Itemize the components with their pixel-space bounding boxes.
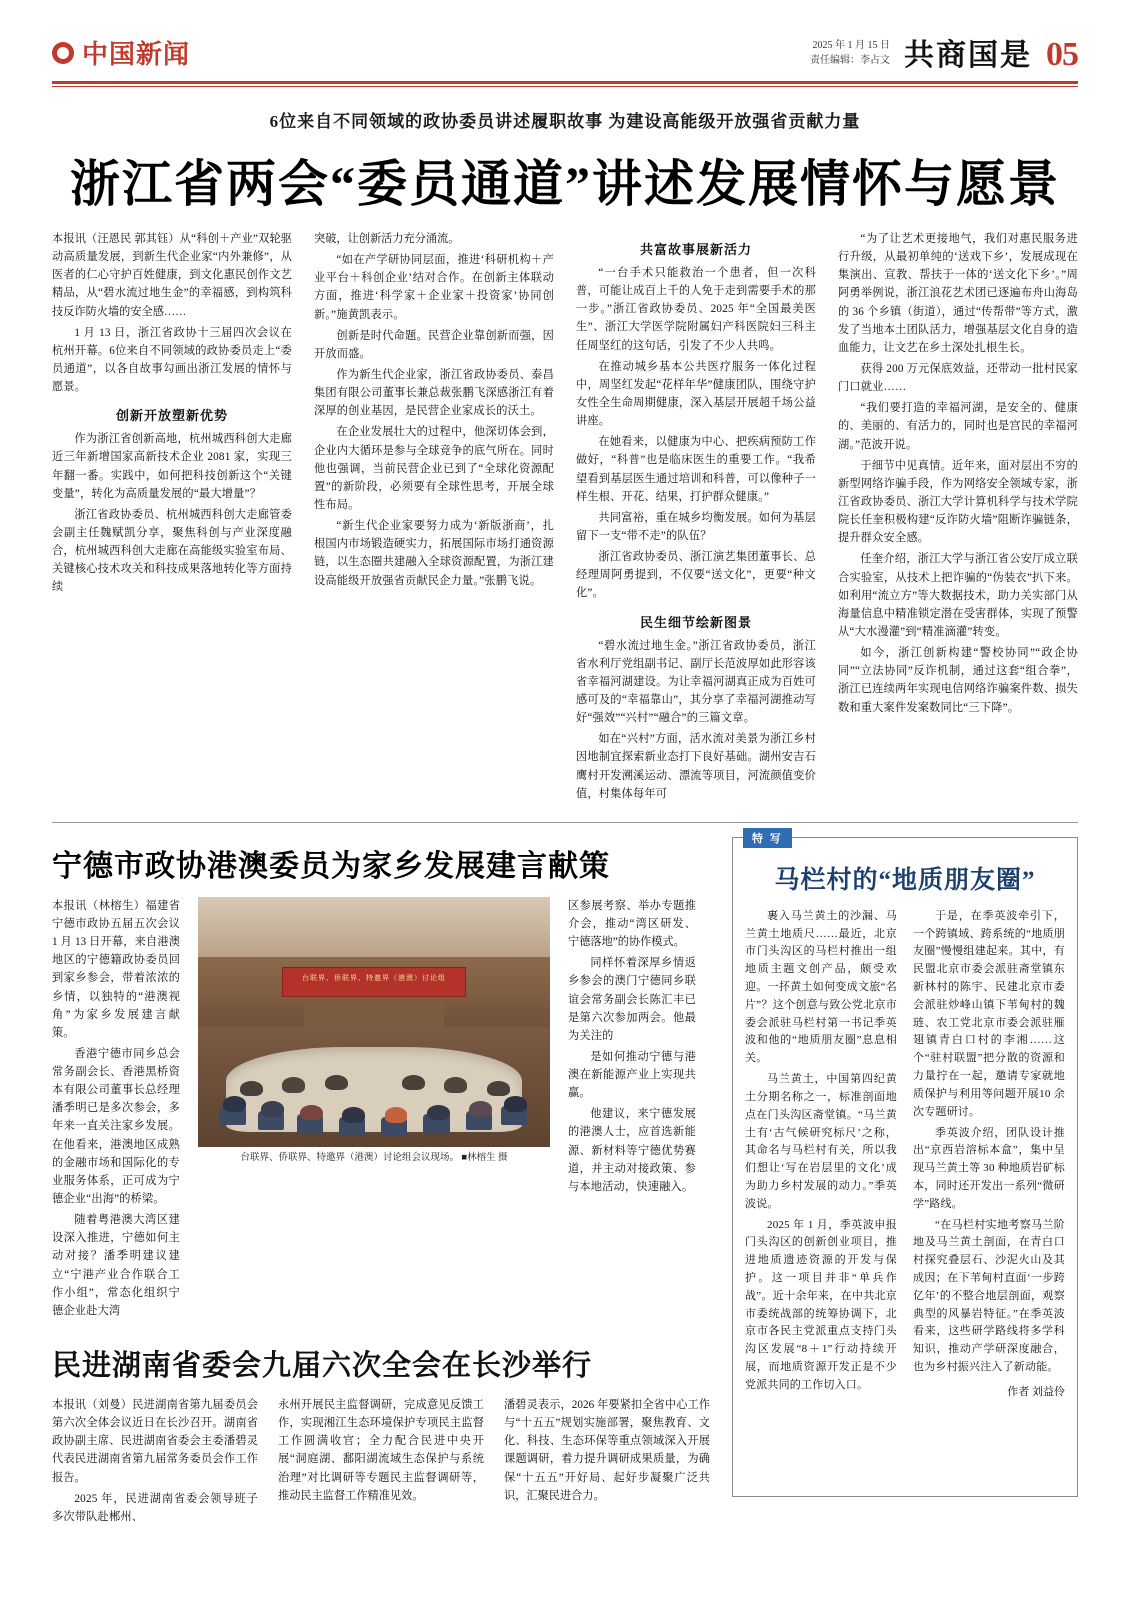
paragraph: 在她看来，以健康为中心、把疾病预防工作做好，“科普”也是临床医生的重要工作。“我希望看到基层医生通过培训和科普，可以像种子一样生根、开花、结果，打护群众健康。”: [576, 436, 816, 503]
paragraph: 浙江省政协委员、浙江演艺集团董事长、总经理周阿勇提到，不仅要“送文化”，更要“种文化”。: [576, 551, 816, 600]
lead-col-3: [576, 230, 816, 806]
feature-tag: 特 写: [743, 828, 792, 848]
story-ningde: [52, 837, 712, 1529]
paragraph: 浙江省政协委员、杭州城西科创大走廊管委会副主任魏赋凯分享，聚焦科创与产业深度融合，杭州城西科创大走廊在高能级实验室布局、关键核心技术攻关和科技成果落地转化等方面持续: [52, 508, 292, 594]
story-ningde-title: 宁德市政协港澳委员为家乡发展建言献策: [52, 849, 610, 883]
paragraph: 裹入马兰黄土的沙漏、马兰黄土地质尺……最近，北京市门头沟区的马栏村推出一组地质主题文创产品，颇受欢迎。一抔黄土如何变成文旅“名片”？这个创意与致公党北京市委会派驻马栏村第一书记季英波和他的“地质朋友圈”息息相关。: [745, 909, 897, 1065]
masthead-rule-thin: [52, 86, 1078, 87]
story-ningde-body: [52, 897, 712, 1323]
paragraph: 香港宁德市同乡总会常务副会长、香港黑桥资本有限公司董事长总经理潘季明已是多次参会，多年来一直关注家乡发展。在他看来，港澳地区成熟的金融市场和国际化的专业服务体系，正可成为宁德企业“出海”的桥梁。: [52, 1047, 180, 1206]
secondary-stories-row: [52, 832, 1078, 1529]
masthead-rule: [52, 81, 1078, 84]
paragraph: 突破，让创新活力充分涌流。: [314, 233, 460, 245]
lead-col-4: [838, 230, 1078, 806]
lead-col-2: [314, 230, 554, 806]
paragraph: 创新是时代命题。民营企业靠创新而强，因开放而盛。: [314, 329, 554, 360]
paragraph: 如今，浙江创新构建“警校协同”“政企协同”“立法协同”反诈机制，通过这套“组合拳”，浙江已连续两年实现电信网络诈骗案件数、损失数和重大案件发案数同比“三下降”。: [838, 647, 1078, 714]
feature-box: [732, 832, 1078, 1497]
paragraph: 于是，在季英波牵引下，一个跨镇域、跨系统的“地质朋友圈”慢慢组建起来。其中，有民盟北京市委会派驻斋堂镇东新林村的陈宇、民建北京市委会派驻炒峰山镇下苇甸村的魏琏、农工党北京市委会派驻雁翅镇青白口村的李湘……这个“驻村联盟”把分散的资源和力量拧在一起，邀请专家就地质保护与利用等问题开展10 余次专题研讨。: [913, 909, 1065, 1118]
section-divider: [52, 822, 1078, 823]
story-minjin-col-2: [278, 1396, 484, 1529]
story-ningde-col-2: [568, 897, 696, 1323]
logo-icon: [52, 42, 74, 64]
paragraph: 在企业发展壮大的过程中，他深切体会到，企业内大循环是参与全球竞争的底气所在。同时他也强调，当前民营企业已到了“全球化资源配置”的新阶段，必须要有全球性思考，开展全球性布局。: [314, 426, 554, 511]
paragraph: 是如何推动宁德与港澳在新能源产业上实现共赢。: [568, 1050, 696, 1100]
story-minjin: [52, 1343, 712, 1529]
paragraph: “如在产学研协同层面，推进‘科研机构＋产业平台＋科创企业’结对合作。在创新主体联动方面，推进‘科学家＋企业家＋投资家’协同创新。”施黄凯表示。: [314, 254, 554, 321]
photo-caption: 台联界、侨联界、特邀界（港澳）讨论组会议现场。 ■林榕生 摄: [240, 1152, 508, 1163]
feature-col-2: [913, 908, 1065, 1399]
paragraph: “新生代企业家要努力成为‘新版浙商’，扎根国内市场锻造硬实力，拓展国际市场打通资源链，以生态圈共建融入全球资源配置，为浙江建设高能级开放强省贡献民企力量。”张鹏飞说。: [314, 520, 554, 587]
meeting-photo: [198, 897, 550, 1147]
paragraph: 区参展考察、举办专题推介会，推动“湾区研发、宁德落地”的协作模式。: [568, 899, 696, 949]
story-minjin-col-1: [52, 1396, 258, 1529]
paragraph: “在马栏村实地考察马兰阶地及马兰黄土剖面，在青白口村探究叠层石、沙泥火山及其成因；在下苇甸村直面‘一步跨亿年’的不整合地层剖面，观察典型的风暴岩特征。”在季英波看来，这些研学路线将多学科知识，推动产学研深度融合，也为乡村振兴注入了新动能。: [913, 1218, 1065, 1374]
paragraph: 2025 年 1 月，季英波申报门头沟区的创新创业项目，推进地质遗迹资源的开发与保护。这一项目并非“单兵作战”。近十余年来，在中共北京市委统战部的统筹协调下，北京市各民主党派重点支持门头沟区发展“8＋1”行动持续开展，而地质资源开发正是不少党派共同的工作切入口。: [745, 1218, 897, 1391]
lead-headline: 浙江省两会“委员通道”讲述发展情怀与愿景: [70, 156, 1060, 212]
paragraph: 随着粤港澳大湾区建设深入推进，宁德如何主动对接？潘季明建议建立“宁港产业合作联合工作小组”，常态化组织宁德企业赴大湾: [52, 1214, 180, 1317]
paragraph: 本报讯（汪恩民 郭其钰）从“科创＋产业”双轮驱动高质量发展，到新生代企业家“内外兼修”，从医者的仁心守护百姓健康，到文化惠民创作文艺精品，从“碧水流过地生金”的幸福感，到构筑科技反诈防火墙的安全感……: [52, 233, 292, 318]
newspaper-brand: [52, 34, 190, 71]
issue-date: 2025 年 1 月 15 日: [812, 40, 890, 51]
paragraph: 1 月 13 日，浙江省政协十三届四次会议在杭州开幕。6位来自不同领域的政协委员走上“委员通道”，以各自故事勾画出浙江发展的情怀与愿景。: [52, 326, 292, 394]
paragraph: 作为浙江省创新高地，杭州城西科创大走廊近三年新增国家高新技术企业 2081 家，实现三年翻一番。实践中，如何把科技创新这个“关键变量”，转化为高质量发展的“最大增量”？: [52, 433, 292, 500]
paragraph: 本报讯（刘曼）民进湖南省第九届委员会第六次全体会议近日在长沙召开。湖南省政协副主席、民进湖南省委会主委潘碧灵代表民进湖南省第九届常务委员会作工作报告。: [52, 1399, 258, 1484]
paragraph: 作为新生代企业家，浙江省政协委员、泰昌集团有限公司董事长兼总裁张鹏飞深感浙江有着深厚的创业基因，是民营企业家成长的沃土。: [314, 368, 554, 418]
paragraph: “为了让艺术更接地气，我们对惠民服务进行升级，从最初单纯的‘送戏下乡’，发展成现在集演出、宣教、帮扶于一体的‘送文化下乡’。”周阿勇举例说，浙江浪花艺术团已逐遍布舟山海岛的 36 个乡镇（街道），通过“传帮带”等方式，激发了当地本土团队活力，增强基层文化自身的造血能力，让文艺在乡土深处扎根生长。: [838, 233, 1078, 354]
section-title: 共商国是: [904, 39, 1032, 72]
paragraph: 获得 200 万元保底效益，还带动一批村民家门口就业……: [838, 362, 1078, 394]
feature-columns: [745, 908, 1065, 1399]
paragraph: 任奎介绍，浙江大学与浙江省公安厅成立联合实验室，从技术上把诈骗的“伪装衣”扒下来。如利用“流立方”等大数据技术，助力关实部门从海量信息中精准锁定潜在受害群体，实现了预警从“大水漫灌”到“精准滴灌”转变。: [838, 553, 1078, 638]
brand-name: 中国新闻: [82, 40, 191, 69]
feature-byline: 作者 刘益伶: [1007, 1385, 1065, 1398]
paragraph: “我们要打造的幸福河湖，是安全的、健康的、美丽的、有活力的，同时也是宫民的幸福河湖。”范波开说。: [838, 402, 1078, 451]
lead-kicker: 6位来自不同领域的政协委员讲述履职故事 为建设高能级开放强省贡献力量: [269, 112, 861, 131]
paragraph: 2025 年，民进湖南省委会领导班子多次带队赴郴州、: [52, 1492, 258, 1523]
paragraph: 潘碧灵表示，2026 年要紧扣全省中心工作与“十五五”规划实施部署，聚焦教育、文化、科技、生态环保等重点领域深入开展课题调研，着力提升调研成果质量，为确保“十五五”开好局、起好步凝聚广泛共识，汇聚民进合力。: [504, 1399, 710, 1502]
page-number: 05: [1046, 36, 1078, 74]
feature-title: 马栏村的“地质朋友圈”: [774, 866, 1036, 894]
paragraph: 马兰黄土，中国第四纪黄土分期名称之一，标准剖面地点在门头沟区斋堂镇。“马兰黄土有‘古气候研究标尺’之称，其命名与马栏村有关，所以我们想让‘写在岩层里的文化’成为助力乡村发展的动力。”季英波说。: [745, 1073, 897, 1210]
photo-chairs: [198, 1027, 550, 1147]
masthead: [52, 0, 1078, 79]
paragraph: “碧水流过地生金。”浙江省政协委员，浙江省水利厅党组副书记、副厅长范波厚如此形容该省幸福河湖建设。为让幸福河湖真正成为百姓可感可及的“幸福靠山”，其分享了幸福河湖推动写好“强效”“兴村”“融合”的三篇文章。: [576, 639, 816, 725]
lead-subhead-1: 创新开放塑新优势: [115, 408, 228, 424]
story-ningde-photo-block: [198, 897, 550, 1323]
masthead-right: [810, 36, 1078, 74]
paragraph: 他建议，来宁德发展的港澳人士，应首选新能源、新材料等宁德优势赛道，并主动对接政策、参与本地活动，快速融入。: [568, 1108, 696, 1193]
paragraph: 如在“兴村”方面，活水流对美景为浙江乡村因地制宜探索新业态打下良好基础。湖州安吉石鹰村开发溯溪运动、漂流等项目，河流颜值变价值，村集体每年可: [576, 733, 816, 800]
story-minjin-body: [52, 1396, 712, 1529]
story-ningde-col-1: [52, 897, 180, 1323]
paragraph: 永州开展民主监督调研，完成意见反馈工作，实现湘江生态环境保护专项民主监督工作圆满收官；全力配合民进中央开展“洞庭湖、鄱阳湖流域生态保护与系统治理”对比调研等专题民主监督调研等，推动民主监督工作精准见效。: [278, 1399, 484, 1502]
lead-subhead-3: 民生细节绘新图景: [639, 614, 752, 630]
story-minjin-col-3: [504, 1396, 710, 1529]
paragraph: 本报讯（林榕生）福建省宁德市政协五届五次会议 1 月 13 日开幕，来自港澳地区的宁德籍政协委员回到家乡参会，带着浓浓的乡情，以独特的“港澳视角”为家乡发展建言献策。: [52, 899, 180, 1039]
paragraph: 于细节中见真情。近年来，面对层出不穷的新型网络诈骗手段，作为网络安全领域专家，浙江省政协委员、浙江大学计算机科学与技术学院院长任奎积极构建“反诈防火墙”阻断诈骗链条，提升群众安全感。: [838, 459, 1078, 545]
issue-meta: [810, 38, 890, 71]
paragraph: 在推动城乡基本公共医疗服务一体化过程中，周坚红发起“花样年华”健康团队，围绕守护女性全生命周期健康，深入基层开展超千场公益讲座。: [576, 360, 816, 428]
feature-col-1: [745, 908, 897, 1399]
lead-story-columns: [52, 230, 1078, 806]
lead-subhead-2: 共富故事展新活力: [639, 242, 752, 257]
feature-column: [732, 832, 1078, 1529]
paragraph: “一台手术只能救治一个患者，但一次科普，可能让成百上千的人免于走到需要手术的那一步。”浙江省政协委员、2025 年“全国最美医生”、浙江大学医学院附属妇产科医院妇三科主任周坚红的这句话，引发了不少人共鸣。: [576, 267, 816, 352]
paragraph: 同样怀着深厚乡情返乡参会的澳门宁德同乡联谊会常务副会长陈汇丰已是第六次参加两会。他最为关注的: [568, 957, 696, 1042]
issue-editor: 责任编辑：李占文: [810, 55, 890, 66]
photo-banner: 台联界、侨联界、特邀界（港澳）讨论组: [282, 967, 465, 997]
paragraph: 季英波介绍，团队设计推出“京西岩溶标本盒”，集中呈现马兰黄土等 30 种地质岩矿标本，同时还开发出一系列“微研学”路线。: [913, 1126, 1065, 1210]
story-minjin-title: 民进湖南省委会九届六次全会在长沙举行: [52, 1350, 593, 1383]
lead-col-1: [52, 230, 292, 806]
paragraph: 共同富裕，重在城乡均衡发展。如何为基层留下一支“带不走”的队伍？: [576, 511, 816, 542]
